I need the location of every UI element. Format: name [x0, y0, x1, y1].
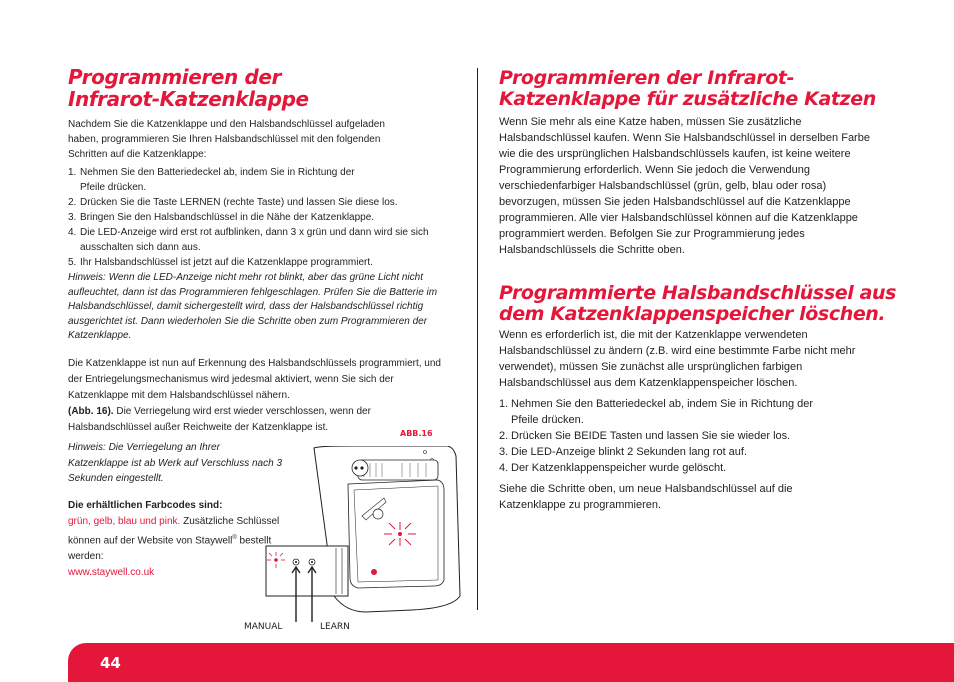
left-steps [68, 165, 453, 270]
right-title-2-line2: dem Katzenklappenspeicher löschen. [499, 303, 886, 325]
right-para-3: Siehe die Schritte oben, um neue Halsbandschlüssel auf die Katzenklappe zu programmieren. [499, 483, 793, 511]
right-para-2: Wenn es erforderlich ist, die mit der Katzenklappe verwendeten Halsbandschlüssel zu ändern (z.B. wird eine bestimmte Farbe nicht mehr verwendet), müssen Sie zunächst alle ursprünglichen farbigen Halsbandschlüssel aus dem Katzenklappenspeicher löschen. [499, 329, 856, 389]
right-step: 2. Drücken Sie BEIDE Tasten und lassen Sie sie wieder los. [499, 430, 791, 442]
right-title-1-line2: Katzenklappe für zusätzliche Katzen [499, 88, 876, 110]
manual-button-label: MANUAL [244, 622, 283, 632]
cat-flap-illustration [262, 446, 462, 638]
right-title-2-line1: Programmierte Halsbandschlüssel aus [499, 282, 897, 304]
page-number: 44 [100, 654, 121, 672]
left-title [68, 66, 448, 110]
figure-label: ABB.16 [400, 429, 433, 438]
right-steps [499, 396, 859, 476]
website-link[interactable]: www.staywell.co.uk [68, 567, 155, 579]
figure-reference: (Abb. 16). [68, 406, 114, 417]
right-step: 4. Der Katzenklappenspeicher wurde gelöscht. [499, 462, 727, 474]
right-title-1-line1: Programmieren der Infrarot- [499, 67, 795, 89]
color-list: grün, gelb, blau und pink. [68, 516, 181, 527]
left-hint-1: Hinweis: Wenn die LED-Anzeige nicht mehr rot blinkt, aber das grüne Licht nicht aufleuchtet, dann ist das Programmieren fehlgeschlagen. Prüfen Sie die Batterie im Halsbandschlüssel, damit sichergestellt wird, dass der Halsbandschlüssel richtig ausgerichtet ist. Dann wiederholen Sie die Schritte oben zum Programmieren der Katzenklappe. [68, 272, 438, 342]
left-title-line1: Programmieren der [68, 65, 281, 89]
learn-button-label: LEARN [320, 622, 350, 632]
right-step: 3. Die LED-Anzeige blinkt 2 Sekunden lang rot auf. [499, 446, 748, 458]
color-codes-text: grün, gelb, blau und pink. Zusätzliche Schlüssel können auf der Website von Staywell® bestellt werden: [68, 516, 280, 563]
right-step: 1. Nehmen Sie den Batteriedeckel ab, indem Sie in Richtung der Pfeile drücken. [499, 398, 814, 426]
right-title-2 [499, 283, 949, 325]
left-step: 2. Drücken Sie die Taste LERNEN (rechte Taste) und lassen Sie diese los. [68, 197, 398, 208]
left-step: 1. Nehmen Sie den Batteriedeckel ab, indem Sie in Richtung der Pfeile drücken. [68, 167, 355, 193]
left-para-2: Die Katzenklappe ist nun auf Erkennung des Halsbandschlüssels programmiert, und der Entriegelungsmechanismus wird jedesmal aktiviert, wenn Sie sich der Katzenklappe mit dem Halsbandschlüssel nähern. [68, 358, 441, 401]
color-codes [68, 498, 280, 581]
left-para-3: (Abb. 16). Die Verriegelung wird erst wieder verschlossen, wenn der Halsbandschlüssel außer Reichweite der Katzenklappe ist. [68, 406, 371, 433]
left-step: 3. Bringen Sie den Halsbandschlüssel in die Nähe der Katzenklappe. [68, 212, 375, 223]
footer-bar [68, 643, 954, 682]
left-step: 4. Die LED-Anzeige wird erst rot aufblinken, dann 3 x grün und dann wird sie sich ausschalten sich dann aus. [68, 227, 429, 253]
right-title-1 [499, 68, 949, 110]
left-title-line2: Infrarot-Katzenklappe [68, 87, 309, 111]
right-para-1: Wenn Sie mehr als eine Katze haben, müssen Sie zusätzliche Halsbandschlüssel kaufen. Wenn Sie Halsbandschlüssel in derselben Farbe wie die des ursprünglichen Halsbandschlüssels kaufen, ist keine weitere Programmierung erforderlich. Wenn Sie jedoch die Verwendung verschiedenfarbiger Halsbandschlüssel (grün, gelb, blau oder rosa) bevorzugen, müssen Sie jeden Halsbandschlüssel auf die Katzenklappe programmieren. Alle vier Halsbandschlüssel können auf die Katzenklappe programmiert werden. Befolgen Sie zur Programmierung jedes Halsbandschlüssels die Schritte oben. [499, 116, 870, 256]
left-intro: Nachdem Sie die Katzenklappe und den Halsbandschlüssel aufgeladen haben, programmieren Sie Ihren Halsbandschlüssel mit den folgenden Schritten auf die Katzenklappe: [68, 119, 385, 160]
color-codes-heading: Die erhältlichen Farbcodes sind: [68, 500, 223, 511]
column-divider [477, 68, 478, 610]
left-step: 5. Ihr Halsbandschlüssel ist jetzt auf die Katzenklappe programmiert. [68, 257, 373, 268]
left-hint-2: Hinweis: Die Verriegelung an Ihrer Katzenklappe ist ab Werk auf Verschluss nach 3 Sekunden eingestellt. [68, 442, 283, 484]
